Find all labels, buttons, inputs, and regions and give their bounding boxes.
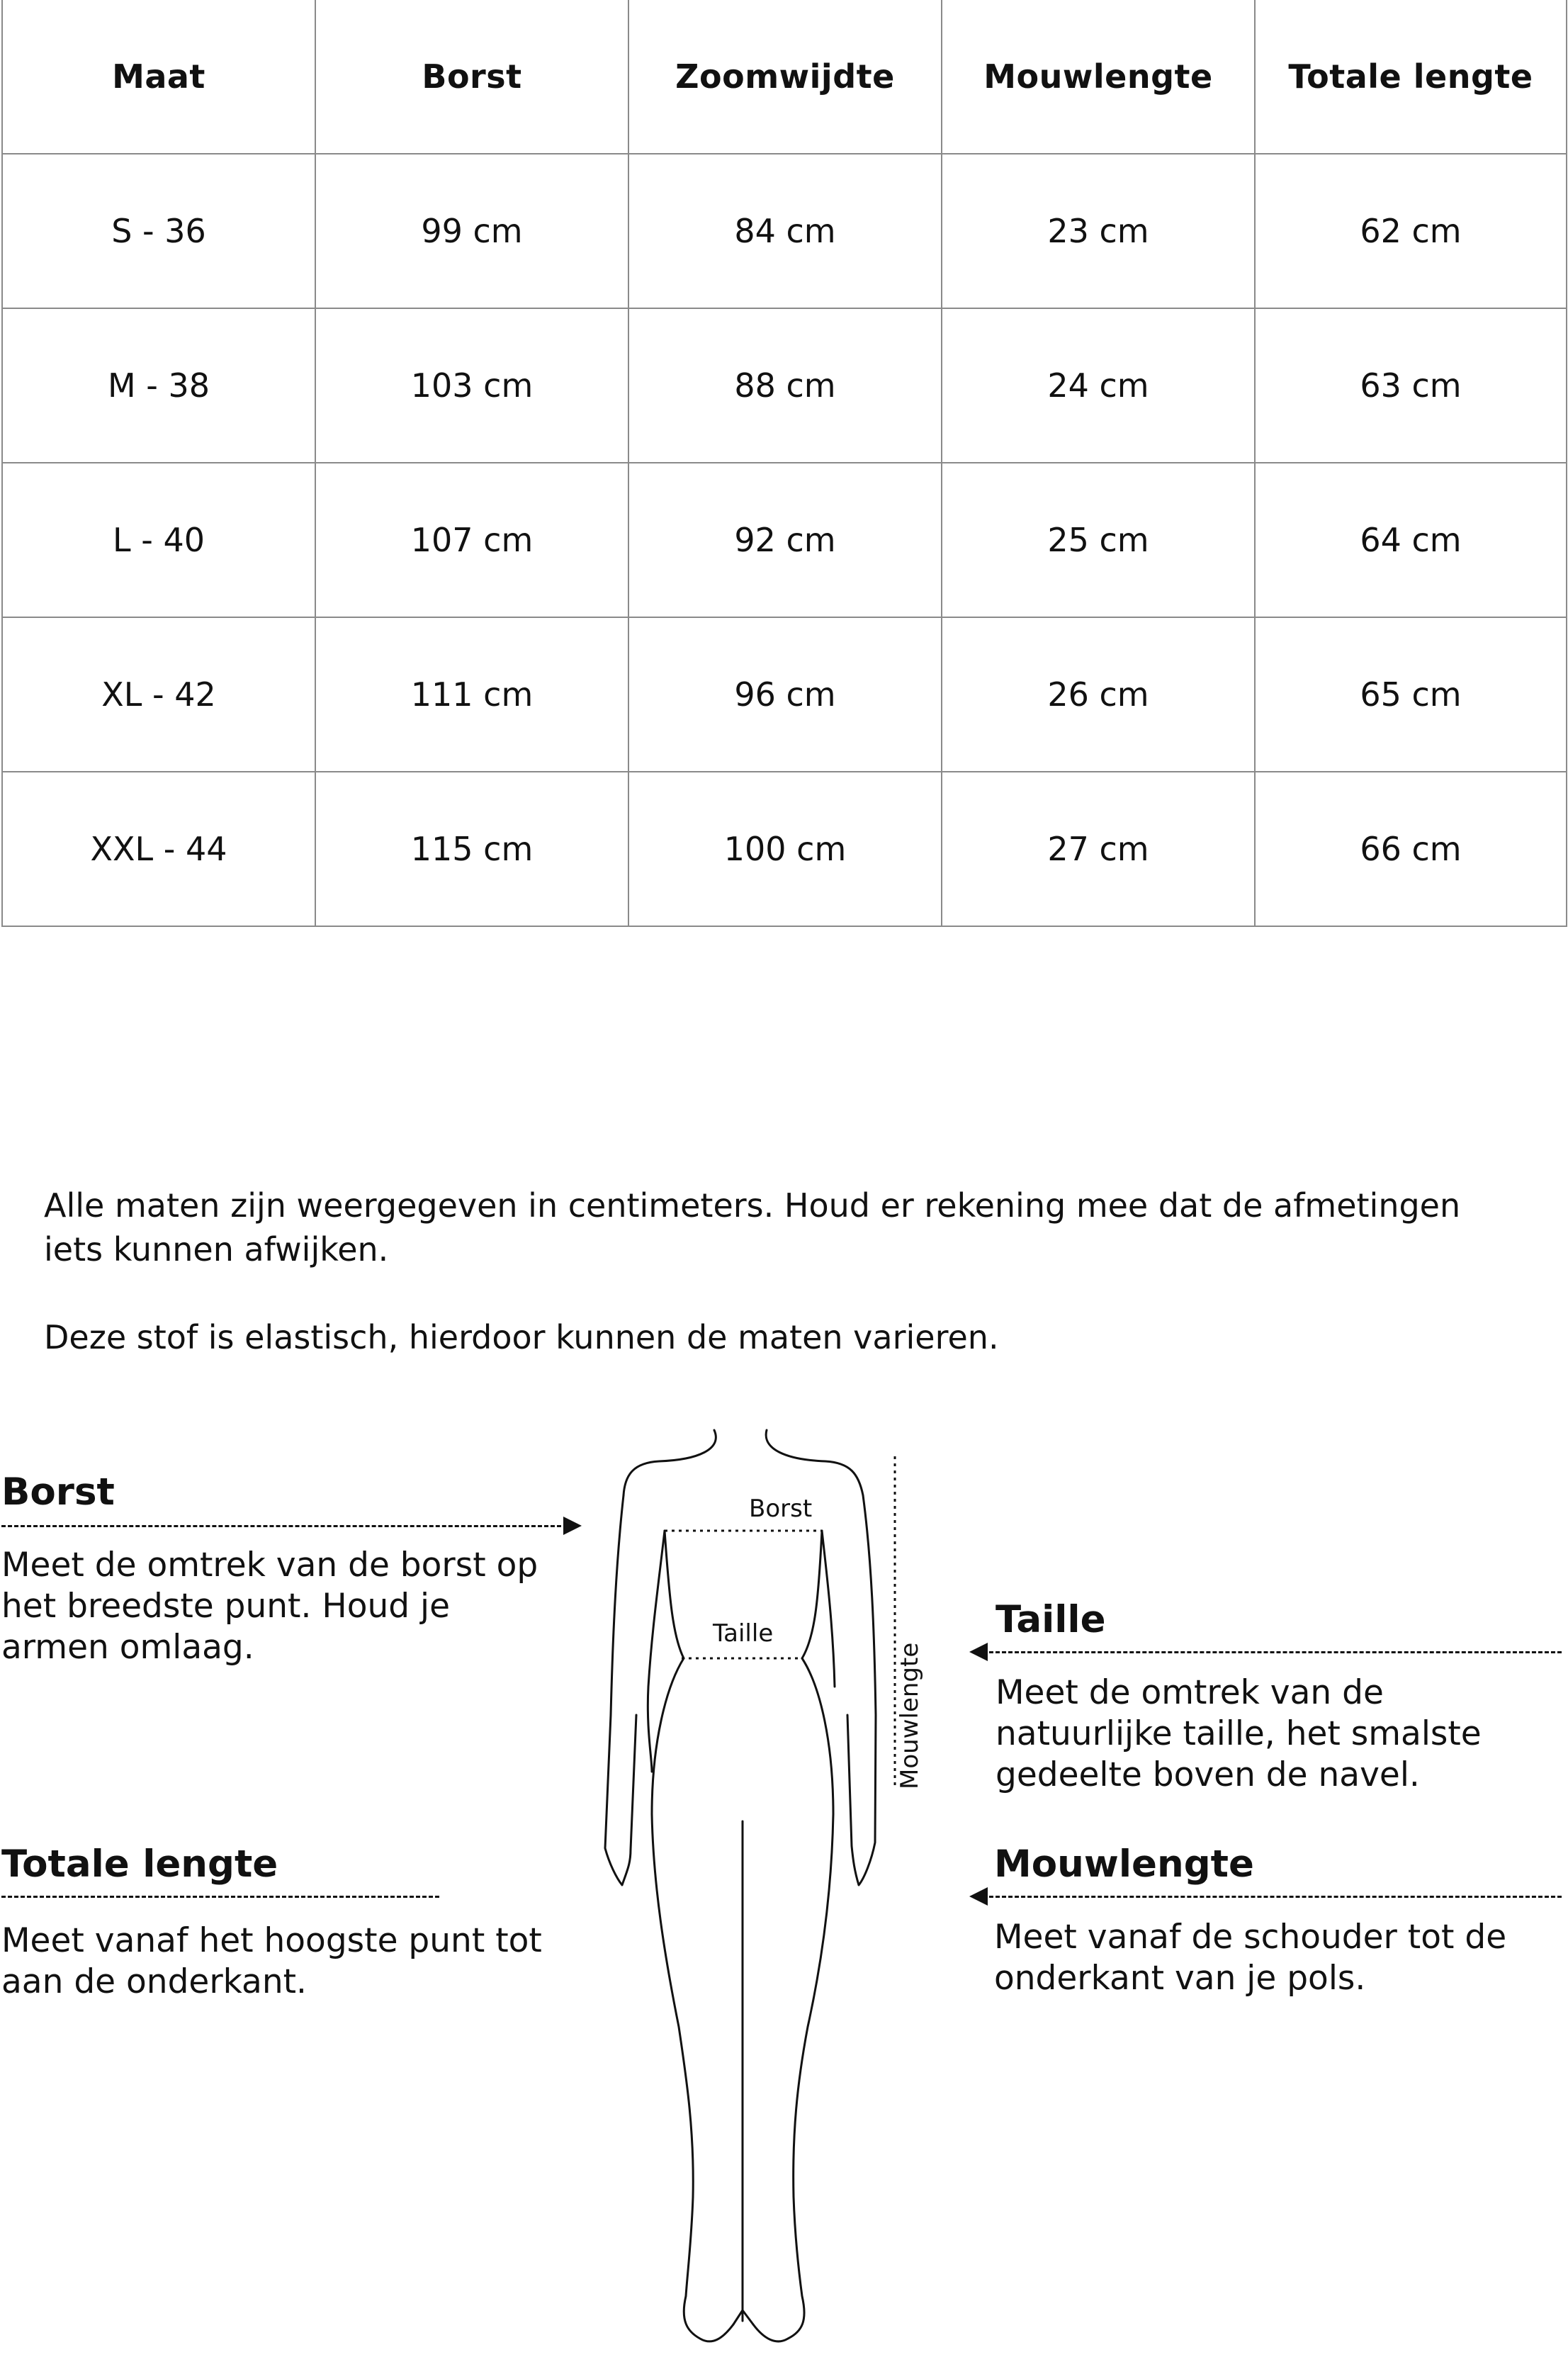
cell-zoomwijdte: 88 cm bbox=[628, 308, 942, 463]
arrow-left-icon bbox=[969, 1887, 988, 1906]
table-row bbox=[2, 772, 1567, 926]
cell-maat: L - 40 bbox=[2, 463, 315, 617]
cell-maat: M - 38 bbox=[2, 308, 315, 463]
cell-mouwlengte: 25 cm bbox=[942, 463, 1255, 617]
cell-zoomwijdte: 96 cm bbox=[628, 617, 942, 772]
cell-maat: XXL - 44 bbox=[2, 772, 315, 926]
cell-zoomwijdte: 100 cm bbox=[628, 772, 942, 926]
guide-totale-lengte-text: Meet vanaf het hoogste punt tot aan de onderkant. bbox=[1, 1921, 542, 2001]
header-totale-lengte: Totale lengte bbox=[1255, 0, 1567, 154]
cell-totale-lengte: 65 cm bbox=[1255, 617, 1567, 772]
borst-dashed-line bbox=[1, 1525, 561, 1527]
cell-totale-lengte: 64 cm bbox=[1255, 463, 1567, 617]
cell-borst: 99 cm bbox=[315, 154, 628, 308]
guide-borst-title: Borst bbox=[1, 1470, 115, 1514]
cell-maat: XL - 42 bbox=[2, 617, 315, 772]
cell-maat: S - 36 bbox=[2, 154, 315, 308]
size-chart-table bbox=[1, 0, 1567, 927]
mouwlengte-dashed-line bbox=[989, 1896, 1562, 1898]
table-row bbox=[2, 308, 1567, 463]
figure-label-mouwlengte: Mouwlengte bbox=[896, 1642, 924, 1789]
cell-mouwlengte: 27 cm bbox=[942, 772, 1255, 926]
cell-mouwlengte: 26 cm bbox=[942, 617, 1255, 772]
cell-zoomwijdte: 84 cm bbox=[628, 154, 942, 308]
arrow-left-icon bbox=[969, 1643, 988, 1661]
cell-borst: 103 cm bbox=[315, 308, 628, 463]
cell-borst: 111 cm bbox=[315, 617, 628, 772]
guide-mouwlengte-title: Mouwlengte bbox=[994, 1843, 1254, 1886]
totale-lengte-dashed-line bbox=[1, 1896, 439, 1898]
table-row bbox=[2, 154, 1567, 308]
note-centimeters: Alle maten zijn weergegeven in centimeters. Houd er rekening mee dat de afmetingen iets kunnen afwijken. bbox=[44, 1186, 1461, 1269]
guide-borst-text: Meet de omtrek van de borst op het breedste punt. Houd je armen omlaag. bbox=[1, 1546, 538, 1667]
table-row bbox=[2, 617, 1567, 772]
header-mouwlengte: Mouwlengte bbox=[942, 0, 1255, 154]
header-borst: Borst bbox=[315, 0, 628, 154]
guide-totale-lengte-title: Totale lengte bbox=[1, 1843, 278, 1886]
guide-taille-title: Taille bbox=[995, 1598, 1106, 1641]
body-outline-figure bbox=[581, 1417, 964, 2362]
arrow-right-icon bbox=[563, 1517, 582, 1535]
header-zoomwijdte: Zoomwijdte bbox=[628, 0, 942, 154]
size-notes bbox=[44, 1183, 1496, 1359]
cell-borst: 107 cm bbox=[315, 463, 628, 617]
cell-totale-lengte: 66 cm bbox=[1255, 772, 1567, 926]
table-row bbox=[2, 463, 1567, 617]
header-maat: Maat bbox=[2, 0, 315, 154]
cell-zoomwijdte: 92 cm bbox=[628, 463, 942, 617]
cell-mouwlengte: 24 cm bbox=[942, 308, 1255, 463]
cell-totale-lengte: 63 cm bbox=[1255, 308, 1567, 463]
cell-mouwlengte: 23 cm bbox=[942, 154, 1255, 308]
taille-dashed-line bbox=[989, 1651, 1562, 1653]
figure-label-borst: Borst bbox=[749, 1495, 813, 1523]
cell-borst: 115 cm bbox=[315, 772, 628, 926]
note-elastic: Deze stof is elastisch, hierdoor kunnen de maten varieren. bbox=[44, 1318, 999, 1356]
cell-totale-lengte: 62 cm bbox=[1255, 154, 1567, 308]
guide-mouwlengte-text: Meet vanaf de schouder tot de onderkant van je pols. bbox=[994, 1918, 1507, 1998]
table-header-row bbox=[2, 0, 1567, 154]
figure-label-taille: Taille bbox=[713, 1619, 774, 1648]
guide-taille-text: Meet de omtrek van de natuurlijke taille, het smalste gedeelte boven de navel. bbox=[995, 1673, 1482, 1794]
